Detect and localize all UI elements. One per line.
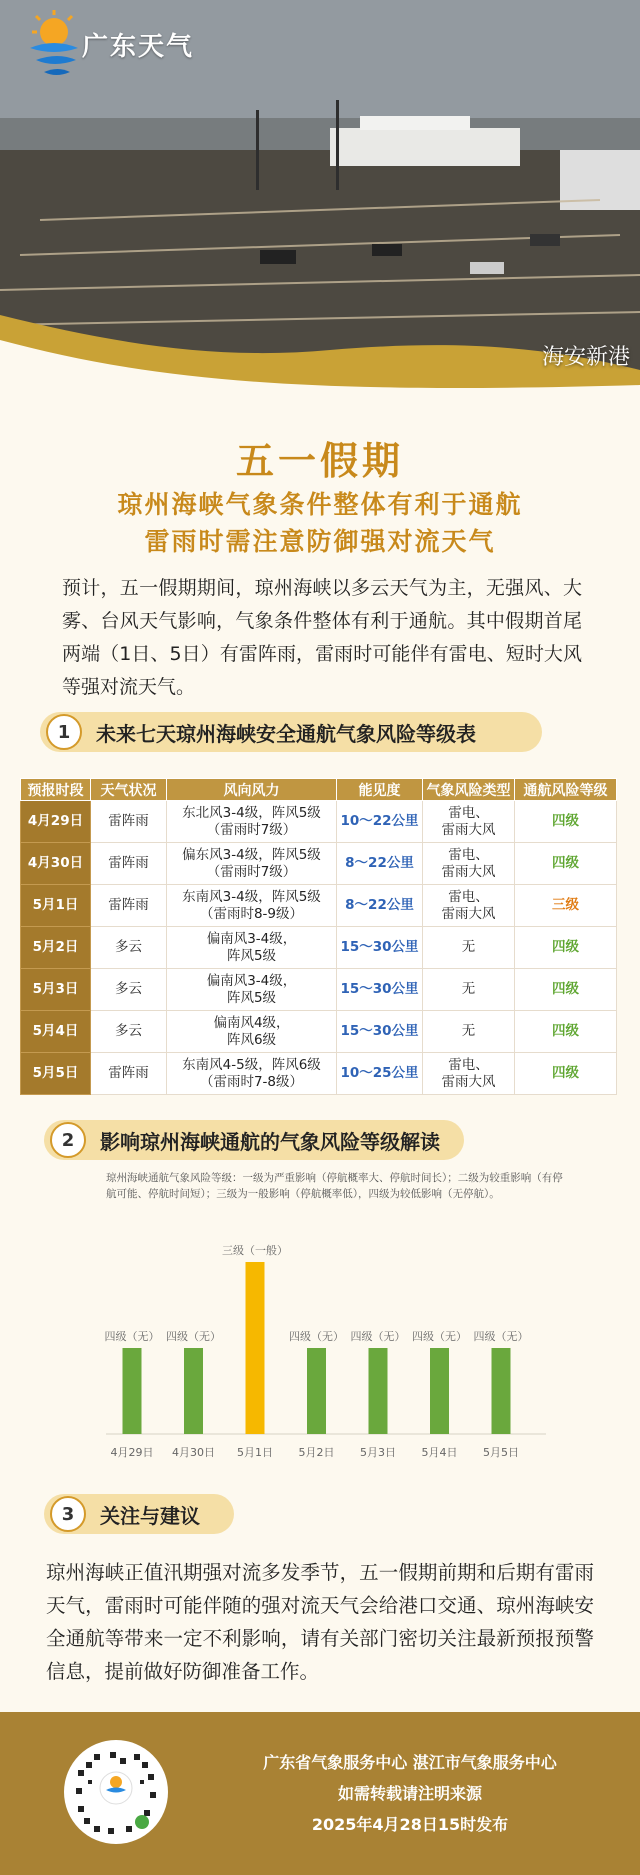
cell-wind (167, 885, 337, 927)
cell-date (21, 1053, 91, 1095)
risk-line-1: 无 (461, 939, 476, 955)
date-text: 4月30日 (27, 855, 84, 871)
hero-photo (0, 0, 640, 400)
location-caption: 海安新港 (541, 345, 630, 370)
risk-level-text: 四级 (552, 855, 579, 871)
cell-date (21, 969, 91, 1011)
cell-visibility (337, 969, 423, 1011)
x-tick-label: 5月1日 (237, 1446, 273, 1459)
x-tick-label: 5月2日 (298, 1446, 335, 1459)
risk-line-2: 雷雨大风 (441, 863, 496, 880)
section-header-advice (44, 1494, 234, 1534)
table-header-row (21, 779, 617, 801)
brand-name: 广东天气 (82, 32, 195, 62)
weather-text: 多云 (115, 1023, 142, 1039)
cell-weather (91, 1053, 167, 1095)
wind-line-1: 东南风3-4级，阵风5级 (182, 888, 321, 905)
bar-data-label: 四级（无） (166, 1330, 221, 1343)
cell-visibility (337, 927, 423, 969)
bar (307, 1348, 326, 1434)
risk-table (20, 778, 617, 1095)
visibility-text: 8～22公里 (345, 855, 414, 871)
risk-level-text: 四级 (552, 1023, 579, 1039)
weather-text: 雷阵雨 (108, 855, 149, 871)
page-subtitle-1: 琼州海峡气象条件整体有利于通航 (117, 490, 523, 519)
table-row (21, 969, 617, 1011)
cell-risk-type (423, 969, 515, 1011)
cell-date (21, 843, 91, 885)
cell-date (21, 1011, 91, 1053)
x-tick-label: 4月29日 (110, 1446, 154, 1459)
visibility-text: 10～25公里 (340, 1065, 419, 1081)
section-title: 影响琼州海峡通航的气象风险等级解读 (100, 1129, 440, 1154)
risk-line-1: 雷电、 (448, 888, 489, 905)
x-tick-label: 4月30日 (172, 1446, 215, 1459)
bar-data-label: 三级（一般） (222, 1244, 288, 1257)
column-header: 风向风力 (167, 779, 337, 801)
footer-issue-time: 2025年4月28日15时发布 (311, 1815, 509, 1834)
cell-risk-type (423, 1011, 515, 1053)
cell-weather (91, 885, 167, 927)
risk-level-text: 四级 (552, 813, 579, 829)
weather-text: 多云 (115, 981, 142, 997)
wind-line-1: 偏南风3-4级， (206, 930, 297, 947)
section-header-risk-table (40, 712, 542, 752)
cell-date (21, 927, 91, 969)
wind-line-2: （雷雨时7级） (206, 863, 297, 880)
date-text: 5月4日 (32, 1023, 79, 1039)
cell-risk-level (515, 927, 617, 969)
cell-risk-type (423, 885, 515, 927)
cell-wind (167, 801, 337, 843)
section-title: 关注与建议 (100, 1503, 200, 1528)
risk-level-note: 琼州海峡通航气象风险等级：一级为严重影响（停航概率大、停航时间长）；二级为较重影响（有停航可能、停航时间短）；三级为一般影响（停航概率低），四级为较低影响（无停航）。 (106, 1172, 563, 1200)
wind-line-1: 偏南风3-4级， (206, 972, 297, 989)
weather-text: 多云 (115, 939, 142, 955)
weather-text: 雷阵雨 (108, 1065, 149, 1081)
wind-line-2: 阵风6级 (226, 1031, 277, 1048)
risk-line-1: 雷电、 (448, 804, 489, 821)
visibility-text: 15～30公里 (340, 939, 419, 955)
column-header: 预报时段 (21, 779, 91, 801)
bar (430, 1348, 449, 1434)
wind-line-2: 阵风5级 (226, 947, 277, 964)
bar-data-label: 四级（无） (473, 1330, 529, 1343)
cell-risk-type (423, 843, 515, 885)
cell-wind (167, 969, 337, 1011)
visibility-text: 8～22公里 (345, 897, 414, 913)
footer-reprint-notice: 如需转载请注明来源 (337, 1784, 482, 1803)
date-text: 5月1日 (32, 897, 79, 913)
cell-risk-level (515, 885, 617, 927)
footer-organization: 广东省气象服务中心 湛江市气象服务中心 (263, 1753, 557, 1772)
bar (369, 1348, 388, 1434)
risk-line-1: 无 (461, 1023, 476, 1039)
qr-code-pattern (64, 1740, 168, 1844)
wind-line-1: 东南风4-5级，阵风6级 (182, 1056, 321, 1073)
cell-wind (167, 1053, 337, 1095)
visibility-text: 15～30公里 (340, 1023, 419, 1039)
column-header: 通航风险等级 (515, 779, 617, 801)
table-row (21, 843, 617, 885)
section-header-risk-explain (44, 1120, 464, 1160)
table-row (21, 1053, 617, 1095)
risk-level-bar-chart (0, 1230, 640, 1470)
visibility-text: 10～22公里 (340, 813, 419, 829)
section-number: 1 (46, 714, 82, 750)
cell-wind (167, 843, 337, 885)
cell-date (21, 885, 91, 927)
risk-line-2: 雷雨大风 (441, 1073, 496, 1090)
bar-data-label: 四级（无） (104, 1330, 160, 1343)
cell-risk-level (515, 801, 617, 843)
cell-risk-type (423, 927, 515, 969)
cell-wind (167, 927, 337, 969)
risk-level-text: 三级 (552, 897, 579, 913)
visibility-text: 15～30公里 (340, 981, 419, 997)
cell-risk-level (515, 1053, 617, 1095)
cell-weather (91, 801, 167, 843)
cell-wind (167, 1011, 337, 1053)
bar-data-label: 四级（无） (350, 1330, 406, 1343)
table-row (21, 1011, 617, 1053)
bar-data-label: 四级（无） (412, 1330, 467, 1343)
cell-risk-level (515, 1011, 617, 1053)
page-subtitle-2: 雷雨时需注意防御强对流天气 (144, 527, 496, 556)
table-row (21, 927, 617, 969)
date-text: 4月29日 (27, 813, 84, 829)
risk-line-2: 雷雨大风 (441, 905, 496, 922)
date-text: 5月5日 (32, 1065, 79, 1081)
cell-visibility (337, 801, 423, 843)
cell-weather (91, 843, 167, 885)
date-text: 5月2日 (32, 939, 79, 955)
wind-line-2: （雷雨时7级） (206, 821, 297, 838)
bar-data-label: 四级（无） (289, 1330, 344, 1343)
advice-paragraph: 琼州海峡正值汛期强对流多发季节，五一假期前期和后期有雷雨天气，雷雨时可能伴随的强对流天气会给港口交通、琼州海峡安全通航等带来一定不利影响，请有关部门密切关注最新预报预警信息，提前做好防御准备工作。 (46, 1561, 594, 1683)
risk-line-1: 雷电、 (448, 846, 489, 863)
weather-text: 雷阵雨 (108, 813, 149, 829)
intro-paragraph: 预计，五一假期期间，琼州海峡以多云天气为主，无强风、大雾、台风天气影响，气象条件整体有利于通航。其中假期首尾两端（1日、5日）有雷阵雨，雷雨时可能伴有雷电、短时大风等强对流天气。 (62, 577, 582, 698)
weather-text: 雷阵雨 (108, 897, 149, 913)
wind-line-1: 偏东风3-4级，阵风5级 (182, 846, 321, 863)
table-row (21, 885, 617, 927)
column-header: 气象风险类型 (423, 779, 515, 801)
bar (246, 1262, 265, 1434)
cell-risk-level (515, 843, 617, 885)
bar (184, 1348, 203, 1434)
wind-line-2: （雷雨时8-9级） (199, 905, 304, 922)
risk-level-text: 四级 (552, 939, 579, 955)
risk-level-text: 四级 (552, 1065, 579, 1081)
section-number: 3 (50, 1496, 86, 1532)
column-header: 能见度 (337, 779, 423, 801)
cell-risk-level (515, 969, 617, 1011)
wind-line-1: 偏南风4级， (213, 1014, 290, 1031)
wind-line-2: （雷雨时7-8级） (199, 1073, 304, 1090)
cell-visibility (337, 1011, 423, 1053)
cell-risk-type (423, 801, 515, 843)
wind-line-2: 阵风5级 (226, 989, 277, 1006)
section-title: 未来七天琼州海峡安全通航气象风险等级表 (96, 721, 476, 746)
x-tick-label: 5月4日 (421, 1446, 458, 1459)
date-text: 5月3日 (32, 981, 79, 997)
cell-weather (91, 1011, 167, 1053)
risk-line-1: 雷电、 (448, 1056, 489, 1073)
bar (492, 1348, 511, 1434)
wind-line-1: 东北风3-4级，阵风5级 (182, 804, 321, 821)
cell-visibility (337, 843, 423, 885)
risk-line-1: 无 (461, 981, 476, 997)
cell-weather (91, 927, 167, 969)
cell-date (21, 801, 91, 843)
cell-risk-type (423, 1053, 515, 1095)
table-row (21, 801, 617, 843)
column-header: 天气状况 (91, 779, 167, 801)
cell-weather (91, 969, 167, 1011)
cell-visibility (337, 1053, 423, 1095)
risk-level-text: 四级 (552, 981, 579, 997)
qr-code[interactable] (64, 1740, 168, 1844)
x-tick-label: 5月5日 (483, 1446, 519, 1459)
bar (123, 1348, 142, 1434)
page-title: 五一假期 (235, 439, 404, 483)
cell-visibility (337, 885, 423, 927)
risk-line-2: 雷雨大风 (441, 821, 496, 838)
section-number: 2 (50, 1122, 86, 1158)
x-tick-label: 5月3日 (360, 1446, 396, 1459)
